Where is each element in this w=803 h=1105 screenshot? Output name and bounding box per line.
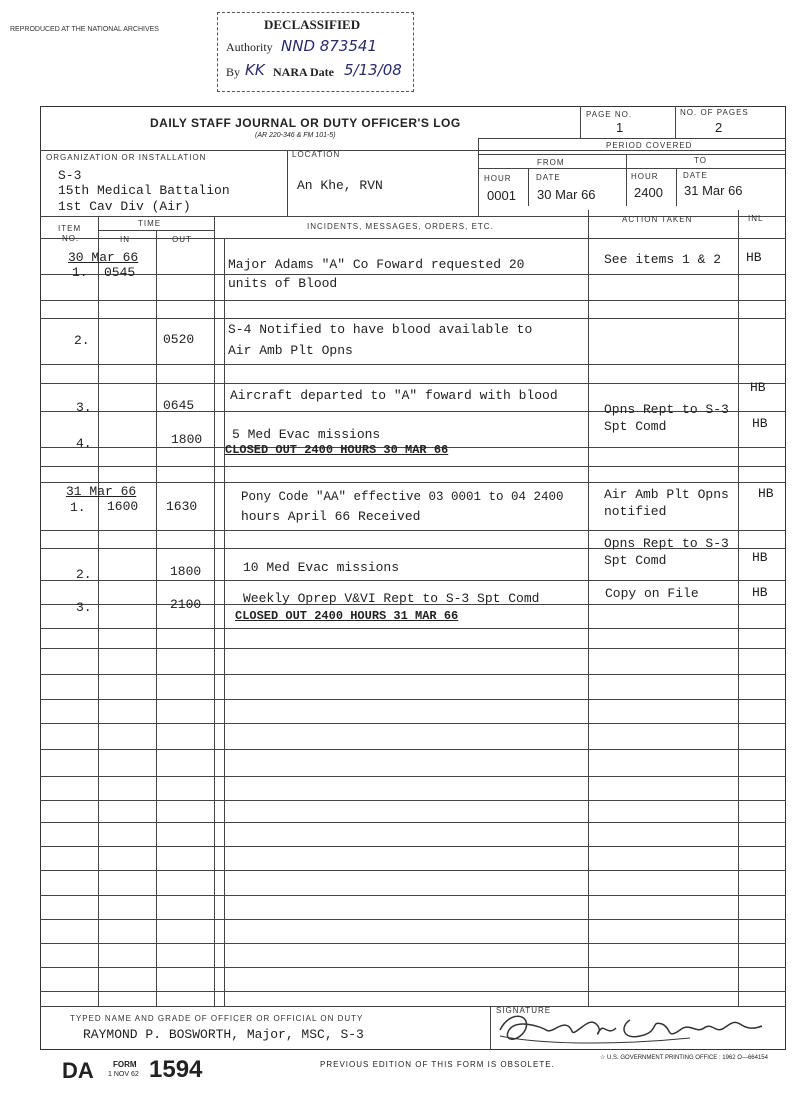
col-incidents-label: INCIDENTS, MESSAGES, ORDERS, ETC.: [307, 222, 494, 231]
entry-1-text-2: units of Blood: [228, 276, 338, 291]
entry-4-no: 4.: [76, 436, 92, 451]
stamp-by-value: KK: [245, 61, 265, 79]
stamp-nara-date-label: NARA Date: [273, 65, 334, 79]
col-item-label: ITEM: [58, 224, 82, 233]
num-pages-label: NO. OF PAGES: [680, 108, 749, 117]
from-hour-label: HOUR: [484, 174, 512, 183]
stamp-authority-label: Authority: [226, 40, 273, 54]
signature-label: SIGNATURE: [496, 1006, 552, 1015]
entry-2-no: 2.: [74, 333, 90, 348]
entry-6-no: 2.: [76, 567, 92, 582]
col-in-label: IN: [120, 235, 130, 244]
entry-1-action: See items 1 & 2: [604, 252, 722, 267]
to-date-value: 31 Mar 66: [684, 183, 743, 198]
col-action-label: ACTION TAKEN: [622, 215, 693, 224]
location-label: LOCATION: [292, 150, 341, 159]
to-hour-label: HOUR: [631, 172, 659, 181]
closed-out-2: CLOSED OUT 2400 HOURS 31 MAR 66: [235, 609, 459, 623]
to-hour-value: 2400: [634, 185, 663, 200]
entry-6-out: 1800: [170, 564, 202, 579]
entry-7-text: Weekly Oprep V&VI Rept to S-3 Spt Comd: [243, 591, 540, 606]
entry-5-out: 1630: [166, 499, 198, 514]
entry-4-inl: HB: [752, 416, 768, 431]
entry-1-no: 1.: [72, 265, 88, 280]
entry-5-text-2: hours April 66 Received: [241, 509, 421, 524]
typed-name-label: TYPED NAME AND GRADE OF OFFICER OR OFFICIAL ON DUTY: [70, 1014, 364, 1023]
entry-4-out: 1800: [171, 432, 203, 447]
to-date-label: DATE: [683, 171, 708, 180]
entry-5-action-1: Air Amb Plt Opns: [604, 487, 729, 502]
from-date-value: 30 Mar 66: [537, 187, 596, 202]
entry-5-in: 1600: [107, 499, 139, 514]
col-out-label: OUT: [172, 235, 192, 244]
page-no-label: PAGE NO.: [586, 110, 633, 119]
date-header-1: 30 Mar 66: [68, 250, 139, 265]
entry-4-text: 5 Med Evac missions: [232, 427, 381, 442]
stamp-nara-date-value: 5/13/08: [344, 61, 402, 79]
entry-1-in: 0545: [104, 265, 136, 280]
entry-7-inl: HB: [752, 585, 768, 600]
entry-1-text-1: Major Adams "A" Co Foward requested 20: [228, 257, 525, 272]
form-subtitle: (AR 220-346 & FM 101-5): [255, 132, 336, 139]
form-word: FORM: [113, 1060, 137, 1069]
entry-6-action-2: Spt Comd: [604, 553, 667, 568]
from-hour-value: 0001: [487, 188, 516, 203]
col-no-label: NO.: [62, 234, 80, 243]
from-date-label: DATE: [536, 173, 561, 182]
form-date: 1 NOV 62: [108, 1071, 139, 1078]
entry-2-text-1: S-4 Notified to have blood available to: [228, 322, 533, 337]
col-time-label: TIME: [138, 219, 162, 228]
period-covered-label: PERIOD COVERED: [606, 141, 693, 150]
entry-7-no: 3.: [76, 600, 92, 615]
org-line-3: 1st Cav Div (Air): [58, 199, 191, 214]
obsolete-notice: PREVIOUS EDITION OF THIS FORM IS OBSOLETE.: [320, 1060, 555, 1069]
stamp-authority-value: NND 873541: [281, 37, 378, 55]
gpo-notice: ☆ U.S. GOVERNMENT PRINTING OFFICE : 1962 O—664154: [600, 1055, 768, 1061]
form-number: 1594: [149, 1056, 203, 1083]
entry-3-out: 0645: [163, 398, 195, 413]
location-value: An Khe, RVN: [297, 178, 383, 193]
entry-5-text-1: Pony Code "AA" effective 03 0001 to 04 2400: [241, 490, 564, 504]
entry-3-inl: HB: [750, 380, 766, 395]
page-no-value: 1: [616, 120, 624, 135]
signature-image: [490, 1000, 780, 1050]
form-title: DAILY STAFF JOURNAL OR DUTY OFFICER'S LOG: [150, 116, 461, 130]
org-line-2: 15th Medical Battalion: [58, 183, 230, 198]
org-line-1: S-3: [58, 168, 82, 183]
entry-3-action-1: Opns Rept to S-3: [604, 402, 729, 417]
entry-6-text: 10 Med Evac missions: [243, 560, 400, 575]
entry-3-action-2: Spt Comd: [604, 419, 667, 434]
entry-7-action: Copy on File: [605, 586, 699, 601]
declassified-stamp: [217, 12, 414, 92]
from-label: FROM: [537, 158, 565, 167]
col-inl-label: INL: [748, 214, 764, 223]
entry-7-out: 2100: [170, 597, 202, 612]
closed-out-1: CLOSED OUT 2400 HOURS 30 MAR 66: [225, 443, 449, 457]
entry-5-inl: HB: [758, 486, 774, 501]
archive-note: REPRODUCED AT THE NATIONAL ARCHIVES: [10, 26, 159, 33]
entry-5-action-2: notified: [604, 504, 667, 519]
entry-2-out: 0520: [163, 332, 195, 347]
entry-6-action-1: Opns Rept to S-3: [604, 536, 729, 551]
entry-2-text-2: Air Amb Plt Opns: [228, 343, 353, 358]
org-label: ORGANIZATION OR INSTALLATION: [46, 153, 207, 162]
entry-5-no: 1.: [70, 500, 86, 515]
date-header-2: 31 Mar 66: [66, 484, 137, 499]
entry-6-inl: HB: [752, 550, 768, 565]
to-label: TO: [694, 156, 707, 165]
stamp-title: DECLASSIFIED: [264, 17, 361, 32]
num-pages-value: 2: [715, 120, 723, 135]
entry-3-no: 3.: [76, 400, 92, 415]
form-frame: [40, 106, 786, 1050]
typed-name-value: RAYMOND P. BOSWORTH, Major, MSC, S-3: [83, 1027, 364, 1042]
entry-1-inl: HB: [746, 250, 762, 265]
form-da: DA: [62, 1058, 94, 1083]
entry-3-text: Aircraft departed to "A" foward with blood: [230, 388, 558, 403]
stamp-by-label: By: [226, 65, 241, 79]
